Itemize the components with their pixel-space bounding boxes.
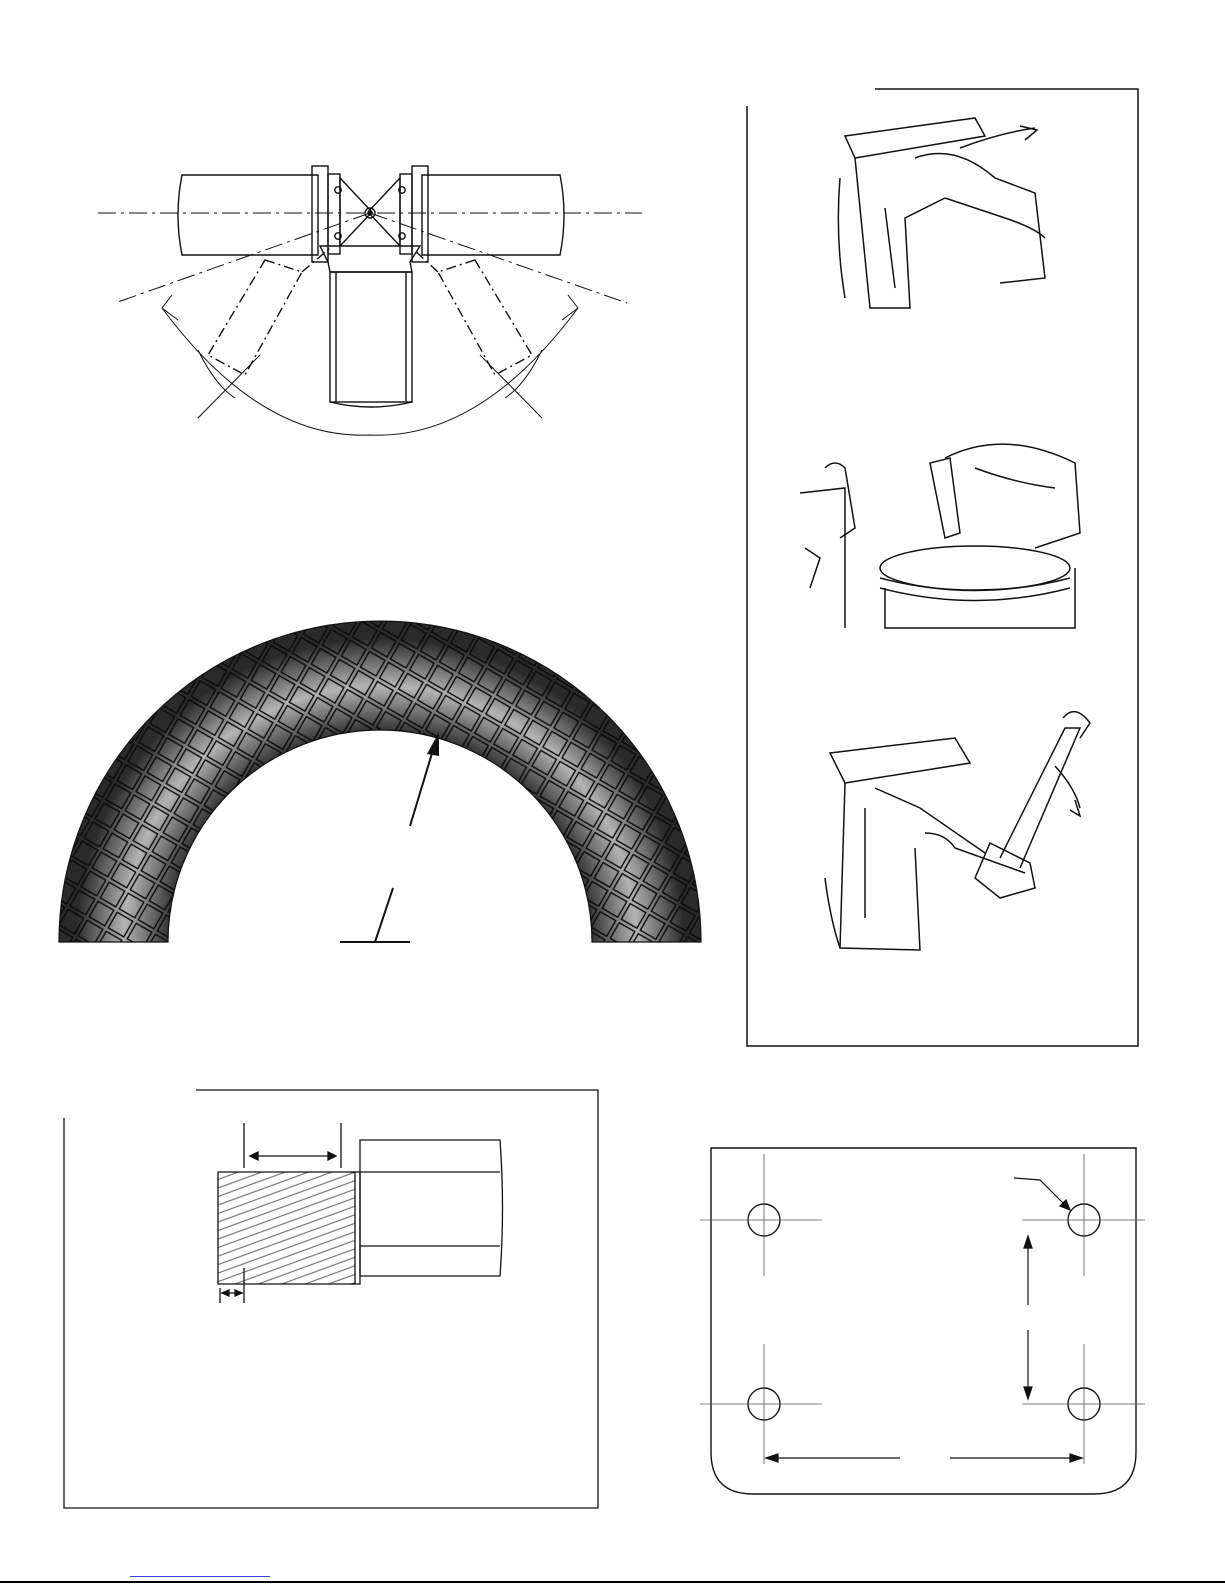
footer-rule <box>0 1581 1225 1583</box>
vise-procedure-panel <box>745 88 1145 1050</box>
footer-link-underline[interactable] <box>130 1576 270 1577</box>
braided-hose-diagram <box>55 620 705 960</box>
mounting-plate-diagram <box>700 1140 1145 1510</box>
wrench-tighten-illustration <box>825 712 1090 950</box>
thread-compound-illustration <box>800 444 1080 628</box>
vise-clamp-illustration <box>838 118 1045 308</box>
threaded-fitting-panel <box>60 1088 605 1513</box>
swivel-joint-diagram <box>90 150 650 450</box>
